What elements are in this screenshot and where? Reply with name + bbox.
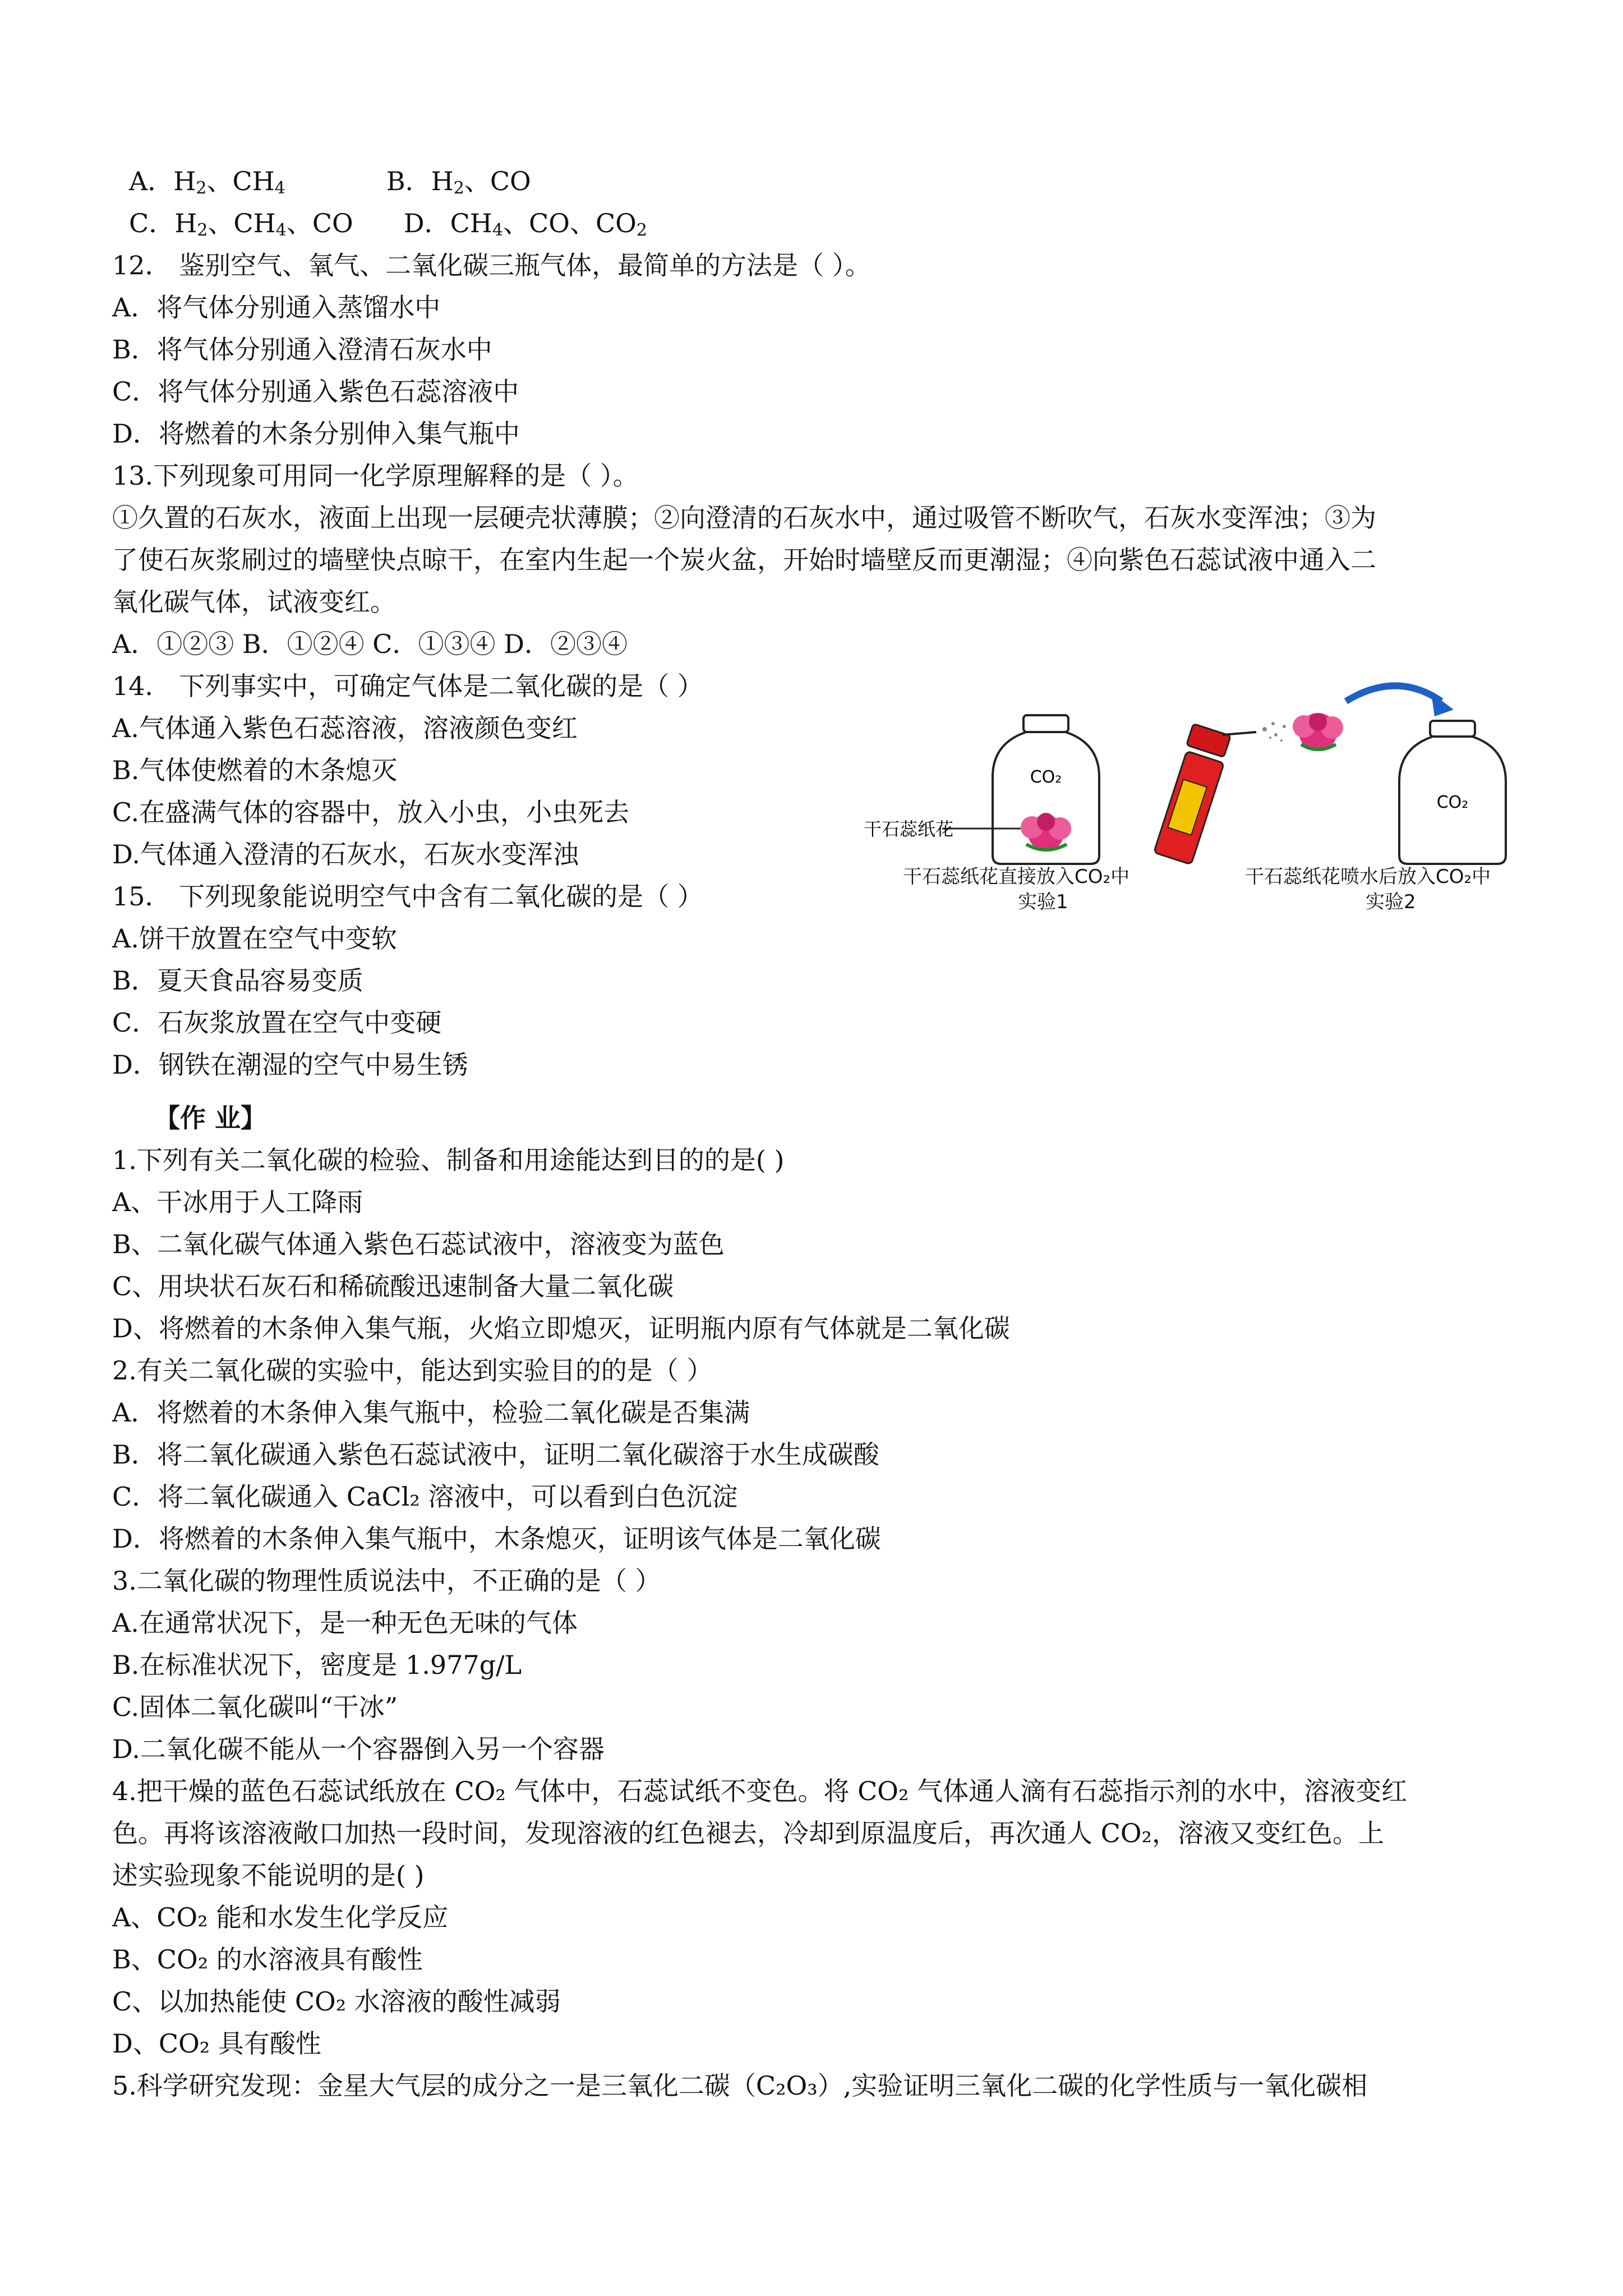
homework-5: 5.科学研究发现：金星大气层的成分之一是三氧化二碳（C₂O₃）,实验证明三氧化二碳的化学性质与一氧化碳相 (112, 2070, 1368, 2101)
question-15-option-a: A.饼干放置在空气中变软 (112, 923, 397, 954)
question-12: 12． 鉴别空气、氧气、二氧化碳三瓶气体，最简单的方法是（ ）。 (112, 250, 871, 280)
question-13-options: A．①②③ B．①②④ C．①③④ D．②③④ (112, 629, 628, 659)
homework-3-option-c: C.固体二氧化碳叫“干冰” (112, 1692, 398, 1722)
homework-4-option-c: C、以加热能使 CO₂ 水溶液的酸性减弱 (112, 1986, 561, 2017)
homework-4-text-3: 述实验现象不能说明的是( ) (112, 1860, 425, 1890)
experiment-1-label: 实验1 (1018, 891, 1068, 913)
question-12-option-b: B．将气体分别通入澄清石灰水中 (112, 334, 492, 365)
sprayer-icon (1154, 724, 1256, 864)
homework-heading: 【作 业】 (154, 1103, 267, 1133)
question-12-option-d: D．将燃着的木条分别伸入集气瓶中 (112, 418, 520, 449)
homework-2: 2.有关二氧化碳的实验中，能达到实验目的的是（ ） (112, 1355, 713, 1386)
homework-4-option-a: A、CO₂ 能和水发生化学反应 (112, 1902, 449, 1932)
homework-3-option-d: D.二氧化碳不能从一个容器倒入另一个容器 (112, 1734, 605, 1764)
q11-option-ab: A．$H_2$、$CH_4$ B．$H_2$、CO (129, 166, 531, 198)
homework-1-option-b: B、二氧化碳气体通入紫色石蕊试液中，溶液变为蓝色 (112, 1229, 725, 1259)
question-15-option-b: B．夏天食品容易变质 (112, 965, 363, 996)
homework-2-option-b: B．将二氧化碳通入紫色石蕊试液中，证明二氧化碳溶于水生成碳酸 (112, 1439, 879, 1470)
question-15: 15． 下列现象能说明空气中含有二氧化碳的是（ ） (112, 881, 703, 912)
question-14-option-d: D.气体通入澄清的石灰水，石灰水变浑浊 (112, 839, 579, 869)
experiment-2-caption: 干石蕊纸花喷水后放入CO₂中 (1245, 866, 1491, 888)
q11-option-cd: C．$H_2$、$CH_4$、CO D．$CH_4$、CO、$CO_2$ (129, 208, 647, 240)
homework-3: 3.二氧化碳的物理性质说法中，不正确的是（ ） (112, 1566, 661, 1596)
question-14-option-c: C.在盛满气体的容器中，放入小虫，小虫死去 (112, 797, 630, 827)
curved-arrow-icon (1346, 686, 1454, 717)
experiment-1-caption: 干石蕊纸花直接放入CO₂中 (903, 866, 1130, 888)
question-14-option-b: B.气体使燃着的木条熄灭 (112, 755, 398, 785)
question-14-option-a: A.气体通入紫色石蕊溶液，溶液颜色变红 (112, 713, 578, 743)
homework-4-text-1: 4.把干燥的蓝色石蕊试纸放在 CO₂ 气体中，石蕊试纸不变色。将 CO₂ 气体通人滴有石蕊指示剂的水中，溶液变红 (112, 1776, 1408, 1806)
flower-label: 干石蕊纸花 (864, 818, 954, 840)
experiment-figure (858, 670, 1565, 917)
bottle-2-label: CO₂ (1436, 793, 1469, 812)
homework-2-option-d: D．将燃着的木条伸入集气瓶中，木条熄灭，证明该气体是二氧化碳 (112, 1524, 881, 1554)
homework-3-option-b: B.在标准状况下，密度是 1.977g/L (112, 1650, 522, 1680)
homework-1: 1.下列有关二氧化碳的检验、制备和用途能达到目的的是( ) (112, 1145, 785, 1175)
litmus-flower-2 (1293, 713, 1343, 751)
question-12-option-c: C．将气体分别通入紫色石蕊溶液中 (112, 376, 519, 407)
homework-1-option-a: A、干冰用于人工降雨 (112, 1187, 363, 1217)
question-13-text-1: ①久置的石灰水，液面上出现一层硬壳状薄膜；②向澄清的石灰水中，通过吸管不断吹气，石灰水变浑浊；③为 (112, 503, 1376, 533)
question-13-text-2: 了使石灰浆刷过的墙壁快点晾干，在室内生起一个炭火盆，开始时墙壁反而更潮湿；④向紫色石蕊试液中通入二 (112, 545, 1376, 575)
homework-2-option-c: C．将二氧化碳通入 CaCl₂ 溶液中，可以看到白色沉淀 (112, 1481, 738, 1512)
question-13: 13.下列现象可用同一化学原理解释的是（ ）。 (112, 461, 639, 491)
question-14: 14． 下列事实中，可确定气体是二氧化碳的是（ ） (112, 671, 703, 701)
homework-4-option-b: B、CO₂ 的水溶液具有酸性 (112, 1944, 423, 1975)
homework-1-option-d: D、将燃着的木条伸入集气瓶，火焰立即熄灭，证明瓶内原有气体就是二氧化碳 (112, 1313, 1010, 1343)
question-15-option-d: D．钢铁在潮湿的空气中易生锈 (112, 1050, 468, 1080)
homework-4-option-d: D、CO₂ 具有酸性 (112, 2028, 321, 2059)
experiment-2-label: 实验2 (1366, 891, 1416, 913)
homework-4-text-2: 色。再将该溶液敞口加热一段时间，发现溶液的红色褪去，冷却到原温度后，再次通人 CO₂，溶液又变红色。上 (112, 1818, 1384, 1848)
spray-droplets (1262, 722, 1286, 742)
litmus-flower-1 (1021, 813, 1071, 851)
homework-3-option-a: A.在通常状况下，是一种无色无味的气体 (112, 1608, 578, 1638)
homework-2-option-a: A．将燃着的木条伸入集气瓶中，检验二氧化碳是否集满 (112, 1397, 750, 1428)
bottle-1-label: CO₂ (1030, 767, 1062, 787)
question-15-option-c: C．石灰浆放置在空气中变硬 (112, 1007, 442, 1038)
question-13-text-3: 氧化碳气体，试液变红。 (112, 587, 396, 617)
homework-1-option-c: C、用块状石灰石和稀硫酸迅速制备大量二氧化碳 (112, 1271, 674, 1301)
question-12-option-a: A．将气体分别通入蒸馏水中 (112, 292, 441, 323)
